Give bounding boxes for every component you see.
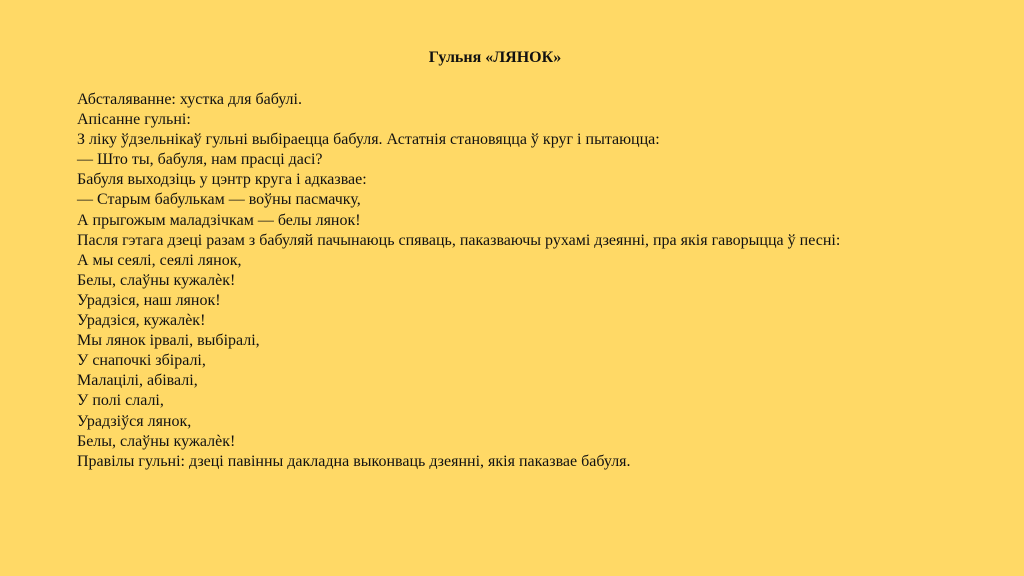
text-line: Белы, слаўны кужалѐк! [77, 271, 236, 289]
text-line: Абсталяванне: хустка для бабулі. [77, 91, 302, 108]
text-line: У полі слалі, [77, 392, 164, 410]
text-line: — Старым бабулькам — воўны пасмачку, [77, 191, 361, 209]
text-line: Апісанне гульні: [77, 111, 191, 129]
text-line: У снапочкі збіралі, [77, 352, 206, 370]
text-line: Урадзіўся лянок, [77, 412, 192, 430]
text-line: — Што ты, бабуля, нам прасці дасі? [77, 151, 323, 169]
text-line: Малацілі, абівалі, [77, 372, 198, 390]
text-line: Пасля гэтага дзеці разам з бабуляй пачынаюць спяваць, паказваючы рухамі дзеянні, пра якія гаворыцца ў песні: [77, 231, 841, 249]
text-line: Урадзіся, кужалѐк! [77, 312, 206, 330]
text-line: Мы лянок ірвалі, выбіралі, [77, 332, 260, 350]
text-line: З ліку ўдзельнікаў гульні выбіраецца бабуля. Астатнія становяцца ў круг і пытаюцца: [77, 131, 660, 149]
text-line: Белы, слаўны кужалѐк! [77, 432, 236, 450]
text-line: А прыгожым маладзічкам — белы лянок! [77, 211, 361, 229]
text-line: Правілы гульні: дзеці павінны дакладна выконваць дзеянні, якія паказвае бабуля. [77, 452, 631, 470]
slide-body [77, 90, 957, 472]
text-line: Урадзіся, наш лянок! [77, 291, 221, 309]
text-line: А мы сеялі, сеялі лянок, [77, 251, 242, 269]
text-line: Бабуля выходзіць у цэнтр круга і адказвае: [77, 171, 367, 189]
slide-title: Гульня «ЛЯНОК» [428, 49, 562, 66]
